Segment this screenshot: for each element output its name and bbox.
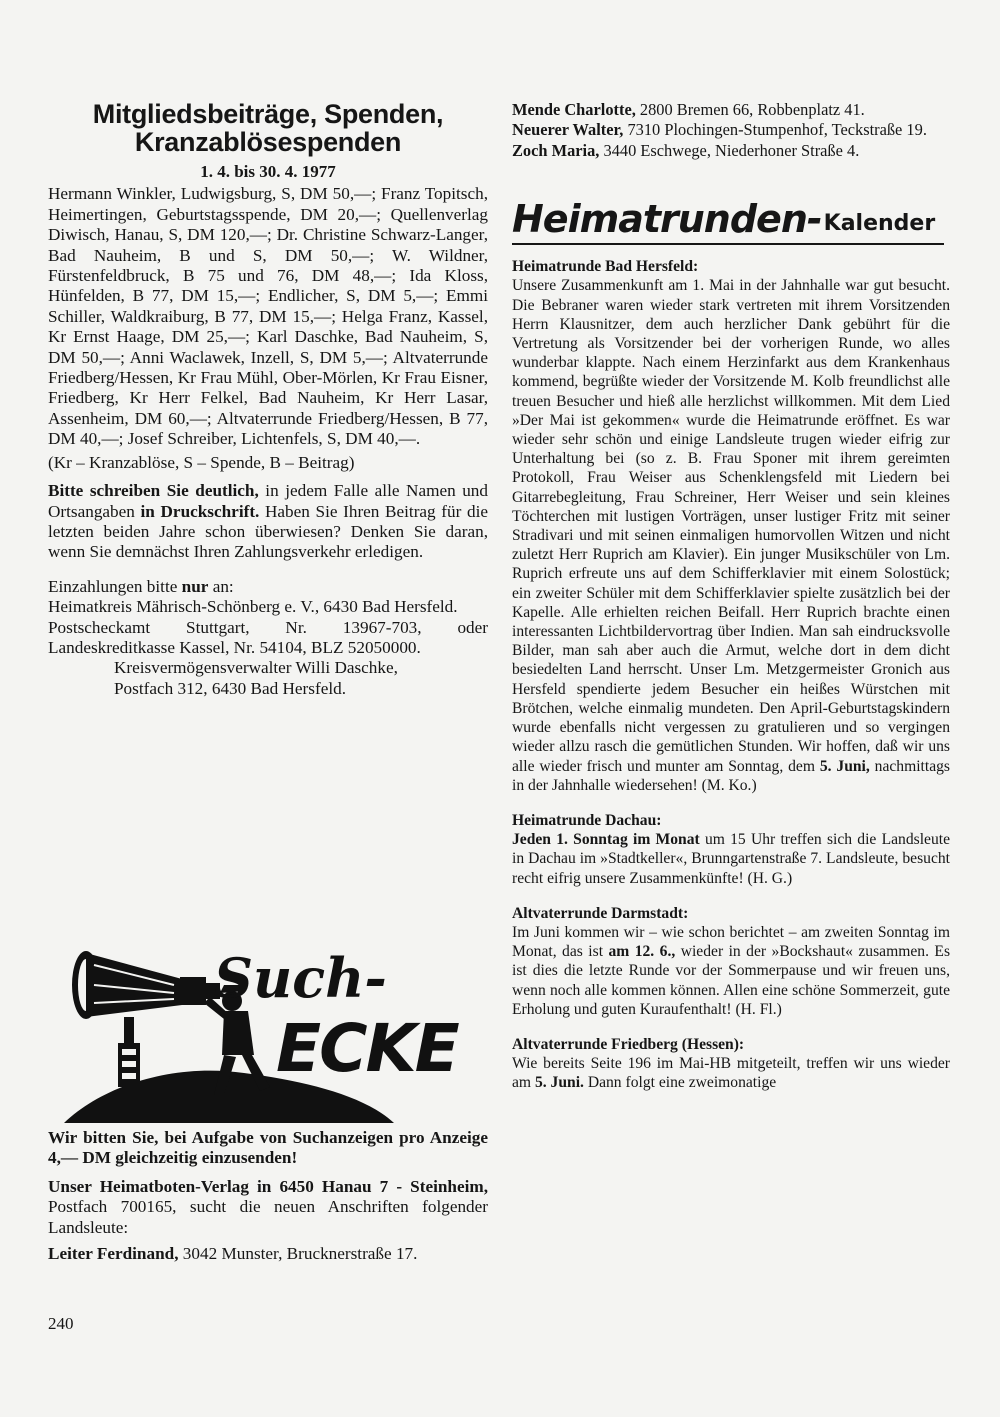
person-name: Neuerer Walter,: [512, 120, 624, 140]
left-column: [48, 100, 488, 699]
publisher-bold: Unser Heimatboten-Verlag in 6450 Hanau 7 - Steinheim,: [48, 1176, 488, 1196]
hersfeld-bold: 5. Juni,: [819, 757, 870, 775]
person-address: 7310 Plochingen-Stumpenhof, Teckstraße 19.: [623, 120, 927, 140]
section-title-darmstadt: Altvaterrunde Darmstadt:: [512, 904, 689, 922]
right-column: [512, 100, 950, 1093]
search-notices: [48, 1128, 488, 1264]
legend: (Kr – Kranzablöse, S – Spende, B – Beitrag): [48, 452, 355, 472]
search-notice: Wir bitten Sie, bei Aufgabe von Suchanzeigen pro Anzeige 4,— DM gleichzeitig einzusenden!: [48, 1128, 488, 1168]
person-entry: [512, 120, 950, 140]
date-range: 1. 4. bis 30. 4. 1977: [200, 162, 336, 181]
request-bold-2: in Druckschrift.: [140, 501, 260, 521]
person-address: 3042 Munster, Brucknerstraße 17.: [178, 1244, 418, 1264]
such-ecke-logo: [64, 945, 484, 1125]
kalender-heading-small: Kalender: [823, 211, 936, 237]
person-name: Mende Charlotte,: [512, 100, 636, 119]
payment-accounts: Postscheckamt Stuttgart, Nr. 13967-703, oder Landeskreditkasse Kassel, Nr. 54104, BLZ 52050000.: [48, 617, 488, 657]
donations-list: Hermann Winkler, Ludwigsburg, S, DM 50,—; Franz Topitsch, Heimertingen, Geburtstagsspende, DM 20,—; Quellenverlag Diwisch, Hanau, S, DM 120,—; Dr. Christine Schwarz-Langer, Bad Nauheim, B und S, DM 50,—; W. Wildner, Fürstenfeldbruck, B 75 und 76, DM 48,—; Ida Kloss, Hünfelden, B 77, DM 15,—; Endlicher, S, DM 5,—; Emmi Schiller, Waldkraiburg, B 77, DM 15,—; Helga Franz, Kassel, Kr Ernst Haage, DM 25,—; Karl Daschke, Bad Nauheim, S, DM 50,—; Anni Waclawek, Inzell, S, DM 5,—; Altvaterrunde Friedberg/Hessen, Kr Frau Mühl, Ober-Mörlen, Kr Frau Eisner, Friedberg, Kr Herr Felkel, Bad Nauheim, Kr Herr Lasar, Assenheim, DM 60,—; Altvaterrunde Friedberg/Hessen, B 77, DM 40,—; Josef Schreiber, Lichtenfels, S, DM 40,—.: [48, 184, 488, 449]
person-entry: [512, 141, 950, 161]
payment-intro-text: Einzahlungen bitte: [48, 576, 182, 596]
logo-text-such: Such-: [214, 946, 387, 1010]
tripod-icon: [118, 1017, 140, 1087]
section-text-hersfeld: [512, 276, 950, 794]
page-number: 240: [48, 1314, 74, 1333]
payment-org: Heimatkreis Mährisch-Schönberg e. V., 6430 Bad Hersfeld.: [48, 597, 458, 617]
kalender-heading: [512, 199, 944, 245]
request-mid: in jedem Falle alle Namen und Ortsangaben: [48, 481, 488, 521]
darmstadt-body-1: Im Juni kommen wir – wie schon berichtet – am zweiten Sonntag im Monat, das ist: [512, 923, 950, 961]
section-text-dachau: [512, 830, 950, 888]
payment-intro: [48, 577, 488, 597]
friedberg-bold: 5. Juni.: [534, 1074, 584, 1092]
person-name: Leiter Ferdinand,: [48, 1244, 179, 1264]
person-address: 2800 Bremen 66, Robbenplatz 41.: [635, 100, 865, 119]
telescope-icon: [72, 951, 220, 1019]
darmstadt-body-2: wieder in der »Bockshaut« zusammen. Es ist dies die letzte Runde vor der Sommerpause und wir freuen uns, wenn noch alle kommen können. Allen eine schöne Sommerzeit, gute Erholung und guten Kuraufenthalt! (H. Fl.): [512, 943, 951, 1018]
logo-text-ecke: ECKE: [276, 1010, 458, 1087]
treasurer-line-1: Kreisvermögensverwalter Willi Daschke,: [114, 658, 398, 678]
person-entry: [48, 1244, 488, 1264]
publisher-rest: Postfach 700165, sucht die neuen Anschriften folgender Landsleute:: [48, 1197, 488, 1237]
publisher-paragraph: [48, 1177, 488, 1238]
request-paragraph: [48, 481, 488, 563]
treasurer-line-2: Postfach 312, 6430 Bad Hersfeld.: [114, 678, 346, 698]
dachau-body: um 15 Uhr treffen sich die Landsleute in Dachau im »Stadtkeller«, Brunngartenstraße 7. Landsleute, besucht recht eifrig unsere Zusammenkünfte! (H. G.): [512, 831, 951, 887]
darmstadt-bold: am 12. 6.,: [608, 943, 676, 961]
kalender-heading-big: Heimatrunden-: [512, 197, 822, 242]
section-title-friedberg: Altvaterrunde Friedberg (Hessen):: [512, 1035, 745, 1053]
person-address: 3440 Eschwege, Niederhoner Straße 4.: [599, 140, 860, 160]
payment-intro-bold: nur: [181, 576, 209, 596]
section-title-dachau: Heimatrunde Dachau:: [512, 811, 662, 829]
payment-intro-end: an:: [208, 576, 234, 596]
request-rest: Haben Sie Ihren Beitrag für die letzten beiden Jahre schon überwiesen? Denken Sie daran, wenn Sie demnächst Ihren Zahlungsverkehr erledigen.: [48, 501, 488, 562]
section-text-friedberg: [512, 1054, 950, 1092]
section-text-darmstadt: [512, 923, 950, 1019]
request-bold-1: Bitte schreiben Sie deutlich,: [48, 481, 259, 501]
friedberg-body-2: Dann folgt eine zweimonatige: [583, 1074, 777, 1092]
person-name: Zoch Maria,: [512, 140, 600, 160]
dachau-bold: Jeden 1. Sonntag im Monat: [512, 831, 700, 849]
page-title: Mitgliedsbeiträge, Spenden, Kranzablösespenden: [92, 99, 444, 157]
hersfeld-end: nachmittags in der Jahnhalle wiedersehen! (M. Ko.): [512, 757, 950, 794]
friedberg-body-1: Wie bereits Seite 196 im Mai-HB mitgeteilt, treffen wir uns wieder am: [512, 1055, 950, 1092]
section-title-hersfeld: Heimatrunde Bad Hersfeld:: [512, 258, 699, 276]
person-entry: [512, 100, 950, 120]
hersfeld-body: Unsere Zusammenkunft am 1. Mai in der Jahnhalle war gut besucht. Die Bebraner waren wieder stark vertreten mit ihrem Vorsitzenden Herrn Klausnitzer, dem auch herzlicher Dank gebührt für die Vertretung als Vorsitzender bei der vorherigen Runde, wo alles wunderbar klappte. Nach einem Herzinfarkt aus dem Krankenhaus kommend, begrüßte wieder der Vorsitzende M. Kolb freundlichst alle treuen Besucher und hieß alle herzlichst willkommen. Mit dem Lied »Der Mai ist gekommen« wurde die Heimatrunde eröffnet. Es war wieder sehr schön und einige Landsleute trugen wieder eifrig zur Unterhaltung bei (so z. B. Frau Sponer mit ihrem gereimten Protokoll, Frau Weiser aus Schenklengsfeld mit Liedern bei Gitarrebegleitung, Frau Schreiner, Herr Weiser und sein kleines Töchterchen mit lustigen Vorträgen, unser lustiger Fritz mit seiner Stradivari und mit seinen einmaligen humorvollen Witzen und nicht zuletzt Herr Ruprich am Klavier). Ein junger Musikschüler von Lm. Ruprich erfreute uns auf dem Schifferklavier mit einem Solostück; ein zweiter Schüler mit dem Schifferklavier spielte zusätzlich bei der Kapelle. Alle erhielten reichen Beifall. Herr Ruprich brachte einen interessanten Lichtbildervortrag über Indien. Man sah eindrucksvolle Bilder, man sah aber auch die Armut, welche dort in dem dicht besiedelten Land herrscht. Unser Lm. Metzgermeister Gronich aus Hersfeld spendierte jedem Besucher ein heißes Würstchen mit Brötchen, welche einmalig mundeten. Den April-Geburtstagskindern wurde ebenfalls nicht vergessen zu gratulieren und so vergingen wieder allzu rasch die gemütlichen Stunden. Wir hoffen, daß wir uns alle wieder frisch und munter am Sonntag, dem: [512, 277, 950, 775]
